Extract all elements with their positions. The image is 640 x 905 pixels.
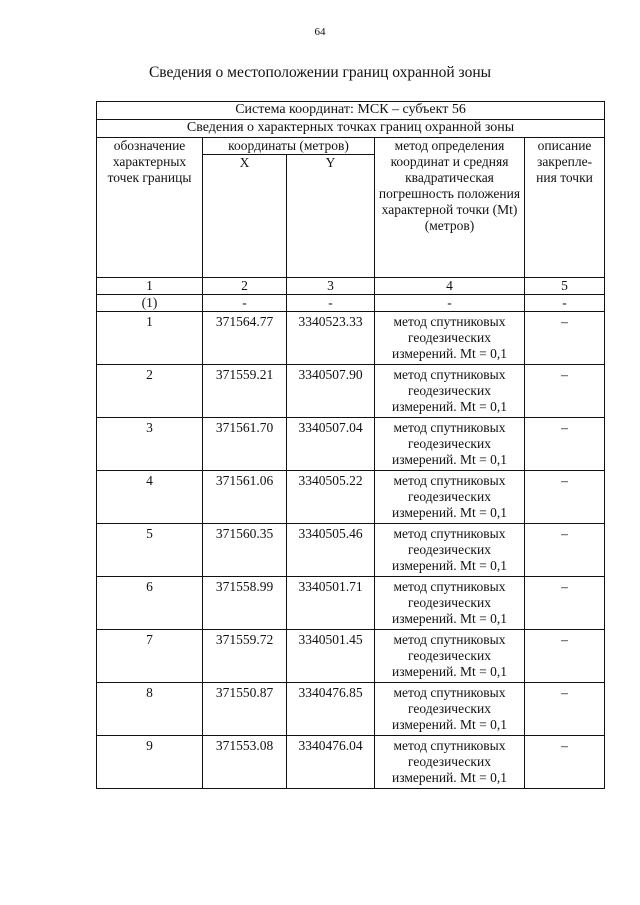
y-cell: 3340505.22 [287,471,375,524]
method-line: измерений. Mt = 0,1 [391,399,508,414]
method-line: геодезических [408,489,491,504]
header-x: X [203,155,287,278]
description-cell: – [525,630,605,683]
header-coordinates: координаты (метров) [203,138,375,155]
x-cell: 371559.72 [203,630,287,683]
method-line: геодезических [408,542,491,557]
method-line: метод спутниковых [393,526,506,541]
method-cell [375,471,525,524]
y-cell: 3340476.04 [287,736,375,789]
table-row [97,630,605,683]
method-line: метод спутниковых [393,367,506,382]
method-cell [375,365,525,418]
table-row [97,524,605,577]
description-cell: – [525,524,605,577]
point-cell: 7 [97,630,203,683]
method-cell [375,577,525,630]
method-line: геодезических [408,595,491,610]
page-number: 64 [314,26,326,38]
x-cell: 371559.21 [203,365,287,418]
method-line: измерений. Mt = 0,1 [391,558,508,573]
y-cell: 3340476.85 [287,683,375,736]
description-cell: – [525,471,605,524]
table-row [97,365,605,418]
point-cell: 9 [97,736,203,789]
coordinates-table [96,101,605,789]
table-row [97,471,605,524]
coordinate-system-row: Система координат: МСК – субъект 56 [97,102,605,120]
column-number: 1 [97,278,203,295]
placeholder-cell: - [375,295,525,312]
method-line: метод спутниковых [393,632,506,647]
x-cell: 371560.35 [203,524,287,577]
method-line: метод спутниковых [393,473,506,488]
header-y: Y [287,155,375,278]
method-cell [375,630,525,683]
method-line: измерений. Mt = 0,1 [391,505,508,520]
method-cell [375,524,525,577]
y-cell: 3340501.71 [287,577,375,630]
column-number: 2 [203,278,287,295]
placeholder-cell: (1) [97,295,203,312]
point-cell: 1 [97,312,203,365]
header-point-designation: обозначение характерных точек границы [97,138,203,278]
method-cell [375,312,525,365]
method-line: геодезических [408,383,491,398]
placeholder-cell: - [525,295,605,312]
table-row [97,683,605,736]
method-line: измерений. Mt = 0,1 [391,664,508,679]
y-cell: 3340501.45 [287,630,375,683]
point-cell: 8 [97,683,203,736]
method-line: метод спутниковых [393,685,506,700]
point-cell: 2 [97,365,203,418]
x-cell: 371564.77 [203,312,287,365]
point-cell: 6 [97,577,203,630]
y-cell: 3340523.33 [287,312,375,365]
method-line: геодезических [408,648,491,663]
placeholder-cell: - [203,295,287,312]
method-line: измерений. Mt = 0,1 [391,770,508,785]
column-number: 3 [287,278,375,295]
x-cell: 371553.08 [203,736,287,789]
point-cell: 3 [97,418,203,471]
placeholder-cell: - [287,295,375,312]
description-cell: – [525,365,605,418]
x-cell: 371550.87 [203,683,287,736]
method-line: геодезических [408,436,491,451]
x-cell: 371558.99 [203,577,287,630]
method-line: метод спутниковых [393,314,506,329]
y-cell: 3340505.46 [287,524,375,577]
method-cell [375,418,525,471]
description-cell: – [525,577,605,630]
header-description: описание закрепле-ния точки [525,138,605,278]
table-row [97,577,605,630]
method-line: измерений. Mt = 0,1 [391,717,508,732]
method-line: геодезических [408,330,491,345]
method-cell [375,683,525,736]
page-title: Сведения о местоположении границ охранной зоны [148,64,492,81]
method-line: геодезических [408,701,491,716]
method-line: измерений. Mt = 0,1 [391,452,508,467]
table-row [97,736,605,789]
table-row [97,418,605,471]
section-heading-row: Сведения о характерных точках границ охранной зоны [97,120,605,138]
description-cell: – [525,418,605,471]
method-line: геодезических [408,754,491,769]
method-line: измерений. Mt = 0,1 [391,611,508,626]
column-number: 4 [375,278,525,295]
x-cell: 371561.06 [203,471,287,524]
table-row [97,312,605,365]
column-number: 5 [525,278,605,295]
x-cell: 371561.70 [203,418,287,471]
header-method: метод определения координат и средняя квадратическая погрешность положения характерной точки (Mt) (метров) [375,138,525,278]
method-line: измерений. Mt = 0,1 [391,346,508,361]
y-cell: 3340507.04 [287,418,375,471]
method-cell [375,736,525,789]
method-line: метод спутниковых [393,738,506,753]
point-cell: 4 [97,471,203,524]
description-cell: – [525,312,605,365]
y-cell: 3340507.90 [287,365,375,418]
description-cell: – [525,736,605,789]
description-cell: – [525,683,605,736]
method-line: метод спутниковых [393,579,506,594]
method-line: метод спутниковых [393,420,506,435]
point-cell: 5 [97,524,203,577]
